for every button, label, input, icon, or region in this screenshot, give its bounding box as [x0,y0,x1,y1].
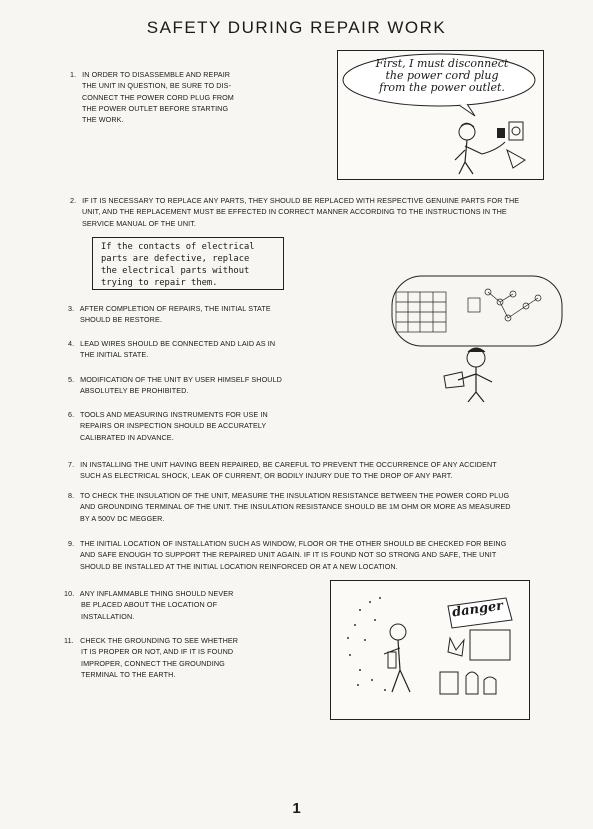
item-line: ANY INFLAMMABLE THING SHOULD NEVER [79,589,234,598]
note-line: trying to repair them. [101,278,218,288]
item-line: CALIBRATED IN ADVANCE. [80,432,174,442]
item-line: IF IT IS NECESSARY TO REPLACE ANY PARTS, THEY SHOULD BE REPLACED WITH RESPECTIVE GENUINE PARTS FOR THE [82,196,520,205]
item-line: BY A 500V DC MEGGER. [80,513,165,523]
bubble-line: First, I must disconnect [375,57,509,70]
item-line: CHECK THE GROUNDING TO SEE WHETHER [80,636,239,645]
note-line: the electrical parts without [101,266,250,276]
item-line: TO CHECK THE INSULATION OF THE UNIT, MEASURE THE INSULATION RESISTANCE BETWEEN THE POWER CORD PLUG [79,491,510,500]
item-number: 7. [68,460,75,469]
item-line: AND GROUNDING TERMINAL OF THE UNIT. THE INSULATION RESISTANCE SHOULD BE 1M OHM OR MORE AS MEASURED [80,502,511,512]
item-6 [68,409,318,443]
item-line: TOOLS AND MEASURING INSTRUMENTS FOR USE IN [79,410,268,419]
page-number: 1 [292,800,301,817]
item-11 [64,635,274,680]
item-line: IN ORDER TO DISASSEMBLE AND REPAIR [82,70,231,79]
item-line: UNIT, AND THE REPLACEMENT MUST BE EFFECTED IN CORRECT MANNER ACCORDING TO THE INSTRUCTIONS IN THE [82,207,507,217]
item-line: AFTER COMPLETION OF REPAIRS, THE INITIAL STATE [79,304,271,313]
item-line: THE INITIAL LOCATION OF INSTALLATION SUCH AS WINDOW, FLOOR OR THE OTHER SHOULD BE CHECKED FOR BEING [79,539,507,548]
item-line: REPAIRS OR INSPECTION SHOULD BE ACCURATELY [80,421,267,431]
item-8 [68,490,580,524]
item-line: IT IS PROPER OR NOT, AND IF IT IS FOUND [81,647,234,657]
item-line: SERVICE MANUAL OF THE UNIT. [82,218,196,228]
item-line: SHOULD BE RESTORE. [80,315,162,325]
bubble-line: the power cord plug [385,69,499,82]
item-number: 11. [64,636,74,645]
note-box [92,237,284,290]
item-line: TERMINAL TO THE EARTH. [81,669,176,679]
bubble-line: from the power outlet. [379,81,505,94]
item-line: CONNECT THE POWER CORD PLUG FROM [82,92,234,102]
page-title: SAFETY DURING REPAIR WORK [146,18,447,37]
item-3 [68,303,318,326]
item-line: SHOULD BE INSTALLED AT THE INITIAL LOCATION REINFORCED OR AT A NEW LOCATION. [80,561,398,571]
item-9 [68,538,580,572]
item-number: 1. [70,70,77,79]
item-line: THE POWER OUTLET BEFORE STARTING [82,103,229,113]
item-number: 6. [68,410,75,419]
item-number: 5. [68,375,75,384]
item-number: 10. [64,589,75,598]
item-10 [64,588,274,622]
illustration-manual [388,262,568,402]
item-7 [68,459,580,482]
item-number: 4. [68,339,75,348]
item-number: 3. [68,304,75,313]
item-number: 8. [68,491,75,500]
item-line: LEAD WIRES SHOULD BE CONNECTED AND LAID AS IN [80,339,276,348]
item-line: THE UNIT IN QUESTION, BE SURE TO DIS- [82,81,232,91]
item-2 [70,195,580,229]
item-line: BE PLACED ABOUT THE LOCATION OF [81,600,218,610]
speech-bubble-text [352,58,532,94]
item-line: SUCH AS ELECTRICAL SHOCK, LEAK OF CURRENT, OR BODILY INJURY DUE TO THE DROP OF ANY PART. [80,471,453,481]
note-line: If the contacts of electrical [101,242,255,252]
note-line: parts are defective, replace [101,254,250,264]
item-4 [68,338,318,361]
item-line: IN INSTALLING THE UNIT HAVING BEEN REPAIRED, BE CAREFUL TO PREVENT THE OCCURRENCE OF ANY ACCIDENT [80,460,497,469]
item-5 [68,374,318,397]
item-line: AND SAFE ENOUGH TO SUPPORT THE REPAIRED UNIT AGAIN. IF IT IS FOUND NOT SO STRONG AND SAFE, THE UNIT [80,550,497,560]
item-number: 9. [68,539,75,548]
danger-label: danger [451,598,504,621]
item-line: INSTALLATION. [81,611,135,621]
item-number: 2. [70,196,77,205]
item-line: MODIFICATION OF THE UNIT BY USER HIMSELF SHOULD [80,375,282,384]
item-line: IMPROPER, CONNECT THE GROUNDING [81,658,225,668]
item-line: THE WORK. [82,115,124,125]
item-1 [70,69,280,125]
item-line: ABSOLUTELY BE PROHIBITED. [80,386,189,396]
item-line: THE INITIAL STATE. [80,350,149,360]
